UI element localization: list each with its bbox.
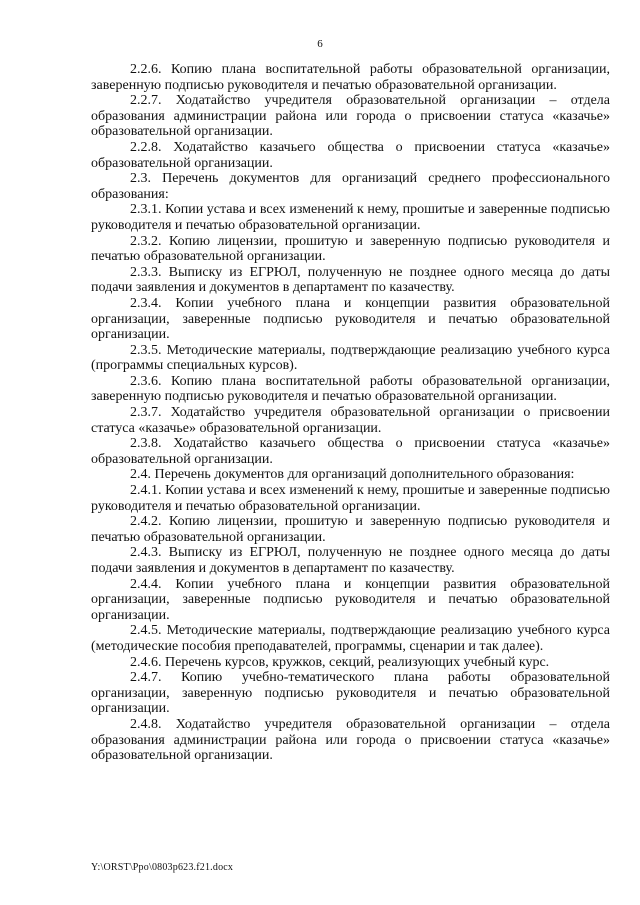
paragraph-2-2-6: 2.2.6. Копию плана воспитательной работы образовательной организации, заверенную подписью руководителя и печатью образовательной организации. xyxy=(91,62,610,93)
section-heading-2-4: 2.4. Перечень документов для организаций дополнительного образования: xyxy=(130,467,575,483)
paragraph-2-4-6: 2.4.6. Перечень курсов, кружков, секций, реализующих учебный курс. xyxy=(130,654,550,670)
paragraph-2-3-4: 2.3.4. Копии учебного плана и концепции развития образовательной организации, заверенные подписью руководителя и печатью образовательной организации. xyxy=(91,295,610,343)
paragraph-2-3-5: 2.3.5. Методические материалы, подтверждающие реализацию учебного курса (программы специальных курсов). xyxy=(91,342,610,374)
paragraph-2-3-3: 2.3.3. Выписку из ЕГРЮЛ, полученную не позднее одного месяца до даты подачи заявления и документов в департамент по казачеству. xyxy=(91,264,610,296)
paragraph-2-4-8: 2.4.8. Ходатайство учредителя образовательной организации – отдела образования администрации района или города о присвоении статуса «казачье» образовательной организации. xyxy=(91,716,610,764)
paragraph-2-4-5: 2.4.5. Методические материалы, подтверждающие реализацию учебного курса (методические пособия преподавателей, программы, сценарии и так далее). xyxy=(91,623,610,654)
paragraph-2-4-7: 2.4.7. Копию учебно-тематического плана работы образовательной организации, заверенную подписью руководителя и печатью образовательной организации. xyxy=(91,670,610,717)
paragraph-2-3-1: 2.3.1. Копии устава и всех изменений к нему, прошитые и заверенные подписью руководителя и печатью образовательной организации. xyxy=(91,202,610,233)
paragraph-2-3-6: 2.3.6. Копию плана воспитательной работы образовательной организации, заверенную подписью руководителя и печатью образовательной организации. xyxy=(91,373,610,405)
paragraph-2-4-4: 2.4.4. Копии учебного плана и концепции развития образовательной организации, заверенные подписью руководителя и печатью образовательной организации. xyxy=(91,576,610,623)
paragraph-2-2-7: 2.2.7. Ходатайство учредителя образовательной организации – отдела образования администрации района или города о присвоении статуса «казачье» образовательной организации. xyxy=(91,93,610,140)
paragraph-2-3-7: 2.3.7. Ходатайство учредителя образовательной организации о присвоении статуса «казачье» образовательной организации. xyxy=(91,405,610,436)
paragraph-2-4-2: 2.4.2. Копию лицензии, прошитую и заверенную подписью руководителя и печатью образовательной организации. xyxy=(91,514,610,545)
section-heading-2-3: 2.3. Перечень документов для организаций среднего профессионального образования: xyxy=(91,171,610,202)
paragraph-2-4-3: 2.4.3. Выписку из ЕГРЮЛ, полученную не позднее одного месяца до даты подачи заявления и документов в департамент по казачеству. xyxy=(91,545,610,576)
paragraph-2-4-1: 2.4.1. Копии устава и всех изменений к нему, прошитые и заверенные подписью руководителя и печатью образовательной организации. xyxy=(91,483,610,514)
paragraph-2-3-2: 2.3.2. Копию лицензии, прошитую и заверенную подписью руководителя и печатью образовательной организации. xyxy=(91,233,610,265)
page-number: 6 xyxy=(317,38,323,50)
document-body xyxy=(91,62,610,764)
paragraph-2-2-8: 2.2.8. Ходатайство казачьего общества о присвоении статуса «казачье» образовательной организации. xyxy=(91,139,610,171)
paragraph-2-3-8: 2.3.8. Ходатайство казачьего общества о присвоении статуса «казачье» образовательной организации. xyxy=(91,436,610,467)
footer-file-path: Y:\ORST\Ppo\0803p623.f21.docx xyxy=(91,862,234,873)
